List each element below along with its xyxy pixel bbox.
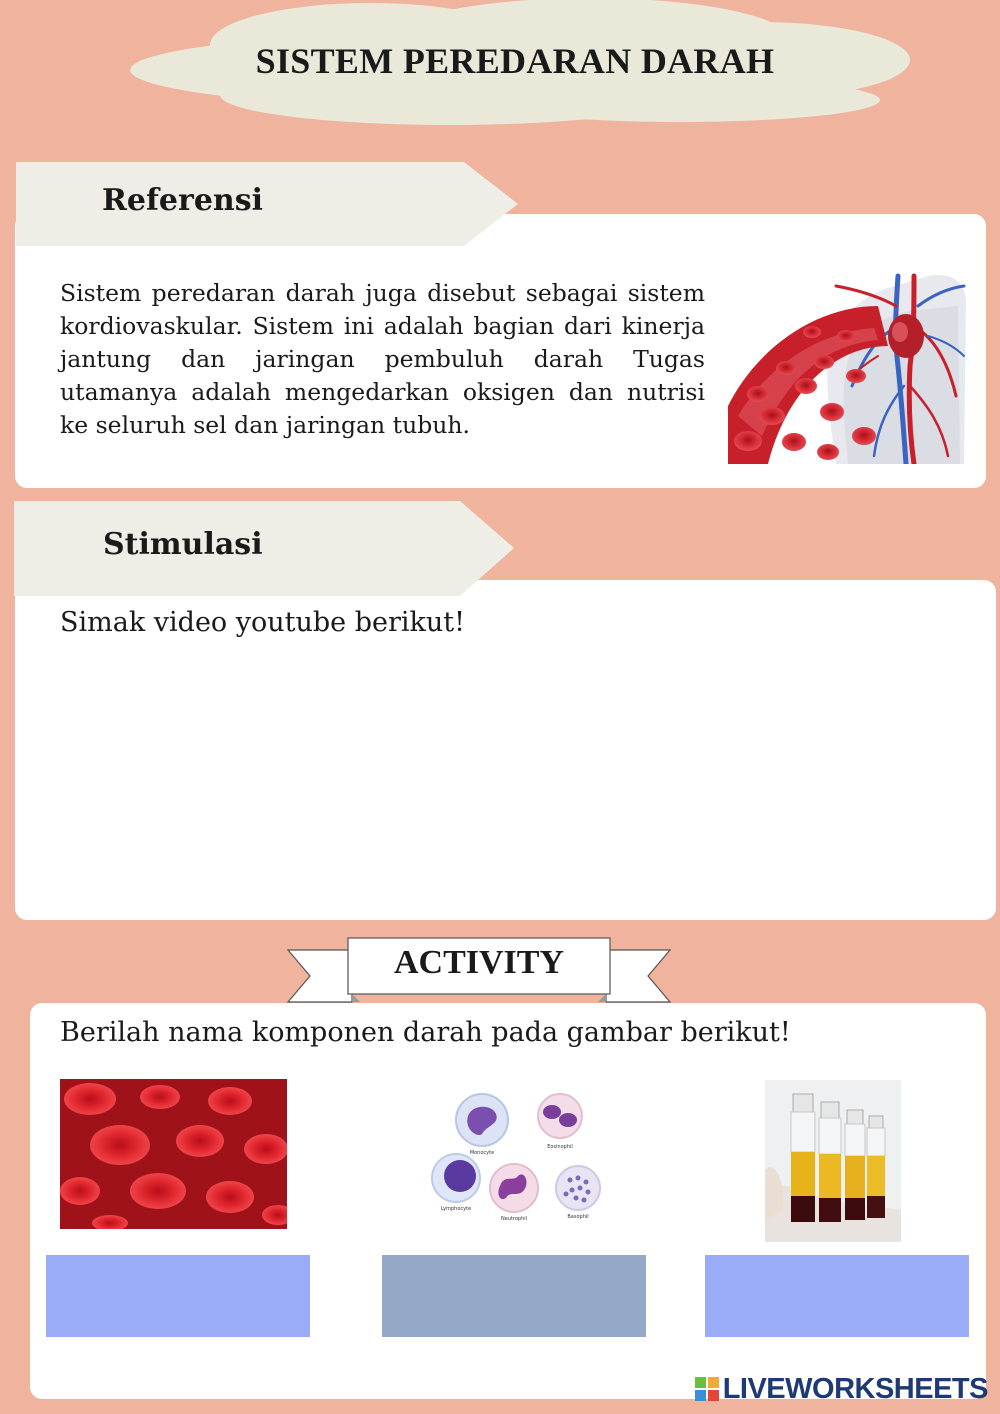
activity-instruction: Berilah nama komponen darah pada gambar berikut! xyxy=(60,1017,791,1048)
video-embed-area[interactable] xyxy=(60,650,960,900)
wbc-label-lymphocyte: Lymphocyte xyxy=(440,1206,472,1212)
answer-box-white-blood-cells[interactable] xyxy=(382,1255,646,1337)
stimulasi-tag-shape xyxy=(14,501,514,596)
answer-box-blood-plasma[interactable] xyxy=(705,1255,969,1337)
blood-plasma-tubes-image xyxy=(765,1080,901,1242)
wbc-label-neutrophil: Neutrophil xyxy=(500,1216,528,1222)
wbc-label-eosinophil: Eosinophil xyxy=(547,1144,573,1150)
liveworksheets-brand xyxy=(695,1374,988,1404)
liveworksheets-logo-icon xyxy=(695,1377,719,1401)
liveworksheets-wordmark: LIVEWORKSHEETS xyxy=(722,1372,988,1405)
referensi-heading: Referensi xyxy=(102,183,264,218)
activity-banner-label: ACTIVITY xyxy=(393,944,565,981)
page-title: SISTEM PEREDARAN DARAH xyxy=(255,41,775,81)
answer-box-red-blood-cells[interactable] xyxy=(46,1255,310,1337)
circulatory-system-image xyxy=(728,266,968,464)
red-blood-cells-image xyxy=(60,1079,287,1229)
referensi-paragraph: Sistem peredaran darah juga disebut sebagai sistem kordiovaskular. Sistem ini adalah bagian dari kinerja jantung dan jaringan pembuluh darah Tugas utamanya adalah mengedarkan oksigen dan nutrisi ke seluruh sel dan jaringan tubuh. xyxy=(60,279,705,439)
stimulasi-instruction: Simak video youtube berikut! xyxy=(60,607,465,638)
wbc-label-basophil: Basophil xyxy=(567,1214,589,1220)
stimulasi-heading: Stimulasi xyxy=(103,527,263,562)
referensi-tag-shape xyxy=(16,162,518,246)
white-blood-cells-image xyxy=(420,1090,610,1230)
wbc-label-monocyte: Monocyte xyxy=(469,1150,495,1156)
